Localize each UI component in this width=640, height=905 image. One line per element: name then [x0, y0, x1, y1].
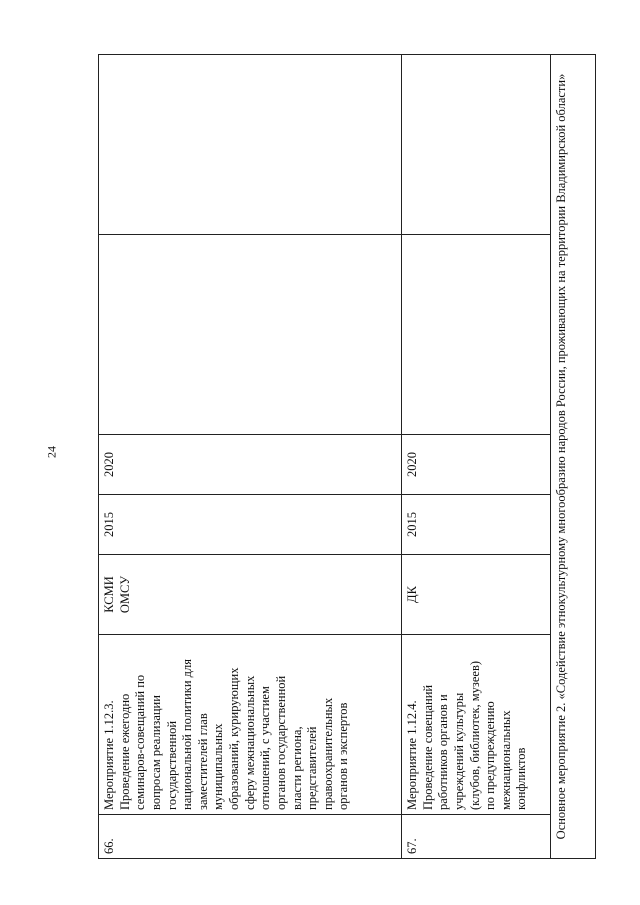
section-title: Основное мероприятие 2. «Содействие этнокультурному многообразию народов России, проживающих на территории Владимирской области» — [551, 55, 596, 859]
page-number: 24 — [44, 446, 59, 458]
extra-cell — [99, 55, 402, 235]
program-table — [98, 54, 596, 859]
expected-result — [402, 235, 551, 435]
section-row — [551, 55, 596, 859]
expected-result — [99, 235, 402, 435]
row-number: 67. — [402, 815, 551, 859]
executor: КСМИ ОМСУ — [99, 555, 402, 635]
row-number: 66. — [99, 815, 402, 859]
table-row — [99, 55, 402, 859]
rotated-page-content — [98, 55, 598, 859]
end-year: 2020 — [99, 435, 402, 495]
table-row — [402, 55, 551, 859]
end-year: 2020 — [402, 435, 551, 495]
activity-name: Мероприятие 1.12.3. Проведение ежегодно семинаров-совещаний по вопросам реализации государственной национальной политики для заместителей глав муниципальных образований, курирующих сферу межнациональных отношений, с участием органов государственной власти региона, представителей правоохранительных органов и экспертов — [99, 635, 402, 815]
start-year: 2015 — [402, 495, 551, 555]
activity-name: Мероприятие 1.12.4. Проведение совещаний работников органов и учреждений культуры (клубов, библиотек, музеев) по предупреждению межнациональных конфликтов — [402, 635, 551, 815]
executor: ДК — [402, 555, 551, 635]
start-year: 2015 — [99, 495, 402, 555]
extra-cell — [402, 55, 551, 235]
